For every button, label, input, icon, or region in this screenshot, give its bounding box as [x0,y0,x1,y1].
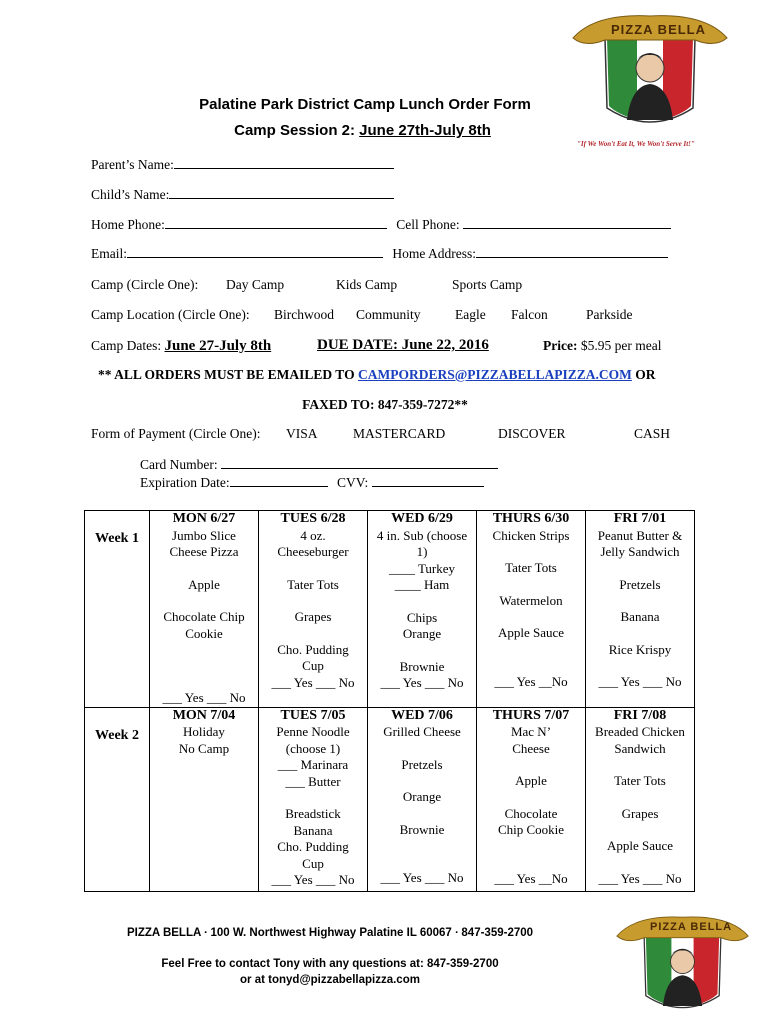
day-cell [477,511,586,708]
due-date: DUE DATE: June 22, 2016 [317,337,489,353]
yes-no-choice[interactable]: ___ Yes ___ No [271,872,355,887]
menu-item: Cho. Pudding [277,641,349,657]
day-cell [259,511,368,708]
location-option-parkside[interactable]: Parkside [586,307,633,322]
menu-item: Jelly Sandwich [600,544,680,559]
day-header: THURS 7/07 [492,707,570,723]
spacer [588,790,692,806]
spacer [588,593,692,609]
spacer [152,642,256,658]
payment-option-visa[interactable]: VISA [286,426,318,441]
spacer [261,561,365,577]
menu-item: Cheese Pizza [169,544,239,559]
menu-item: Banana [293,822,333,838]
orders-email-link[interactable]: CAMPORDERS@PIZZABELLAPIZZA.COM [357,367,632,382]
menu-item: Tater Tots [287,576,339,592]
week-row [85,511,695,708]
fax-notice: FAXED TO: 847-359-7272** [302,397,468,412]
menu-item: Breadstick [285,806,341,821]
phone-row [91,217,671,233]
day-cell [368,511,477,708]
day-header: THURS 6/30 [492,511,570,526]
yes-no-choice[interactable]: ___ Yes __No [494,673,568,689]
menu-item: Apple [188,576,220,592]
email-label: Email: [91,246,127,261]
day-header: WED 7/06 [391,707,453,723]
menu-item: Orange [402,789,442,804]
day-header: TUES 7/05 [280,707,346,723]
spacer [370,643,474,659]
spacer [261,790,365,806]
spacer [588,561,692,577]
menu-item: Watermelon [499,592,563,608]
spacer [479,609,583,625]
day-cell [586,707,695,891]
menu-table [84,510,695,892]
expiration-field[interactable] [230,475,328,487]
cell-phone-field[interactable] [463,217,671,229]
spacer [588,855,692,871]
day-cell [368,707,477,891]
card-number-field[interactable] [221,457,498,469]
menu-item: 4 in. Sub (choose [376,527,468,543]
menu-item: Mac N’ [510,724,552,739]
menu-item: ____ Ham [394,577,450,592]
menu-item: Apple [515,773,547,788]
home-address-field[interactable] [476,246,668,258]
menu-item: 4 oz. [300,527,326,543]
menu-item: Brownie [399,658,445,674]
day-header: WED 6/29 [391,511,453,526]
menu-item: Holiday [183,724,225,739]
menu-item: Apple Sauce [497,625,565,640]
notice-prefix: ** ALL ORDERS MUST BE EMAILED TO [98,367,358,382]
logo-slogan: "If We Won't Eat It, We Won't Serve It!" [577,140,695,148]
card-number-label: Card Number: [140,457,221,472]
parent-name-field[interactable] [174,157,394,169]
email-row [91,246,668,262]
spacer [479,790,583,806]
spacer [370,838,474,854]
card-number-row [140,457,498,473]
location-option-community[interactable]: Community [356,307,421,322]
yes-no-choice[interactable]: ___ Yes ___ No [271,674,355,690]
order-notice [98,367,656,383]
spacer [152,674,256,690]
day-header: FRI 7/08 [613,707,667,723]
camp-option-kids[interactable]: Kids Camp [336,277,398,292]
menu-item: Cheeseburger [277,544,349,559]
child-name-field[interactable] [169,187,394,199]
camp-label: Camp (Circle One): [91,277,199,292]
menu-item: Chocolate Chip [163,609,245,624]
logo-text-bottom: PIZZA BELLA [650,921,733,933]
menu-item: Sandwich [614,740,666,756]
spacer [370,773,474,789]
spacer [479,577,583,593]
yes-no-choice[interactable]: ___ Yes ___ No [162,690,246,705]
camp-dates-value: June 27-July 8th [164,338,272,354]
menu-item: Jumbo Slice [172,527,236,543]
home-phone-label: Home Phone: [91,217,165,232]
menu-item: Peanut Butter & [597,527,683,543]
day-header: MON 6/27 [172,511,236,526]
spacer [370,594,474,610]
menu-item: (choose 1) [285,740,341,756]
spacer [479,658,583,674]
yes-no-choice[interactable]: ___ Yes __No [494,870,568,886]
parent-name-label: Parent’s Name: [91,157,174,172]
spacer [588,658,692,674]
menu-item: Chicken Strips [492,527,570,543]
menu-item: Grapes [294,609,332,624]
day-cell [150,511,259,708]
yes-no-choice[interactable]: ___ Yes ___ No [380,870,464,885]
menu-item: Tater Tots [614,773,666,788]
cvv-label: CVV: [336,475,372,490]
menu-item: Rice Krispy [608,641,672,657]
spacer [261,593,365,609]
day-cell [150,707,259,891]
yes-no-choice[interactable]: ___ Yes ___ No [598,674,682,689]
menu-item: ____ Turkey [388,560,456,576]
logo-text: PIZZA BELLA [611,22,707,37]
email-field[interactable] [127,246,383,258]
week-row [85,707,695,891]
expiration-row [140,475,484,491]
footer-contact-line2: or at tonyd@pizzabellapizza.com [240,974,420,986]
home-phone-field[interactable] [165,217,387,229]
location-option-birchwood[interactable]: Birchwood [274,307,334,322]
location-label: Camp Location (Circle One): [91,307,250,322]
camp-option-day[interactable]: Day Camp [226,277,285,292]
child-name-row [91,187,394,203]
menu-item: Penne Noodle [276,724,350,739]
payment-option-cash[interactable]: CASH [634,426,671,441]
spacer [479,757,583,773]
payment-label: Form of Payment (Circle One): [91,426,261,441]
spacer [588,757,692,773]
menu-item: Chocolate [504,805,558,821]
spacer [261,626,365,642]
location-option-eagle[interactable]: Eagle [455,307,486,322]
session-prefix: Camp Session 2: [234,122,360,139]
menu-item: Cho. Pudding [277,839,349,854]
menu-item: Brownie [399,821,445,837]
session-title [0,122,725,139]
menu-item: Tater Tots [505,560,557,575]
week-label: Week 1 [85,511,150,708]
parent-name-row [91,157,394,173]
price-row [543,338,661,354]
menu-item: Breaded Chicken [595,724,685,739]
menu-item: Chip Cookie [497,822,565,837]
footer-contact-line1: Feel Free to contact Tony with any questions at: 847-359-2700 [161,958,499,970]
menu-item: ___ Butter [285,773,341,789]
cvv-field[interactable] [372,475,484,487]
spacer [152,561,256,577]
day-cell [477,707,586,891]
price-label: Price: [543,338,578,353]
spacer [479,855,583,871]
menu-item: Banana [620,609,660,624]
day-header: MON 7/04 [172,707,236,723]
spacer [152,658,256,674]
child-name-label: Child’s Name: [91,187,170,202]
price-value: $5.95 per meal [580,338,662,353]
menu-item: Grapes [621,805,659,821]
menu-item: Pretzels [619,576,661,592]
spacer [588,822,692,838]
menu-item: Apple Sauce [606,838,674,853]
spacer [370,741,474,757]
menu-item: Chips [406,609,438,625]
payment-option-mastercard[interactable]: MASTERCARD [353,426,446,441]
week-label: Week 2 [85,707,150,891]
form-title: Palatine Park District Camp Lunch Order Form [199,96,531,113]
menu-item: ___ Marinara [277,757,349,772]
yes-no-choice[interactable]: ___ Yes ___ No [380,675,464,690]
day-cell [586,511,695,708]
session-dates: June 27th-July 8th [359,122,491,139]
menu-item: Orange [402,626,442,641]
menu-item: Pretzels [401,756,443,772]
spacer [479,642,583,658]
menu-item: 1) [416,544,428,559]
yes-no-choice[interactable]: ___ Yes ___ No [598,870,682,886]
camp-option-sports[interactable]: Sports Camp [452,277,523,292]
day-header: FRI 7/01 [613,511,667,526]
camp-dates-label: Camp Dates: [91,338,162,353]
menu-item: Cup [302,658,324,673]
spacer [588,626,692,642]
camp-dates-row [91,338,271,355]
day-header: TUES 6/28 [280,511,346,526]
spacer [152,593,256,609]
spacer [479,839,583,855]
notice-suffix: OR [631,367,656,382]
spacer [479,544,583,560]
expiration-label: Expiration Date: [140,475,230,490]
menu-item: Cheese [512,740,550,756]
menu-item: Cookie [185,625,223,641]
cell-phone-label: Cell Phone: [396,217,460,232]
home-address-label: Home Address: [392,246,476,261]
location-option-falcon[interactable]: Falcon [511,307,548,322]
spacer [370,806,474,822]
footer-address: PIZZA BELLA ∙ 100 W. Northwest Highway Palatine IL 60067 ∙ 847-359-2700 [126,927,534,939]
menu-item: Grilled Cheese [383,724,461,739]
day-cell [259,707,368,891]
spacer [370,854,474,870]
menu-item: Cup [302,855,324,871]
payment-option-discover[interactable]: DISCOVER [498,426,566,441]
menu-item: No Camp [178,740,230,756]
